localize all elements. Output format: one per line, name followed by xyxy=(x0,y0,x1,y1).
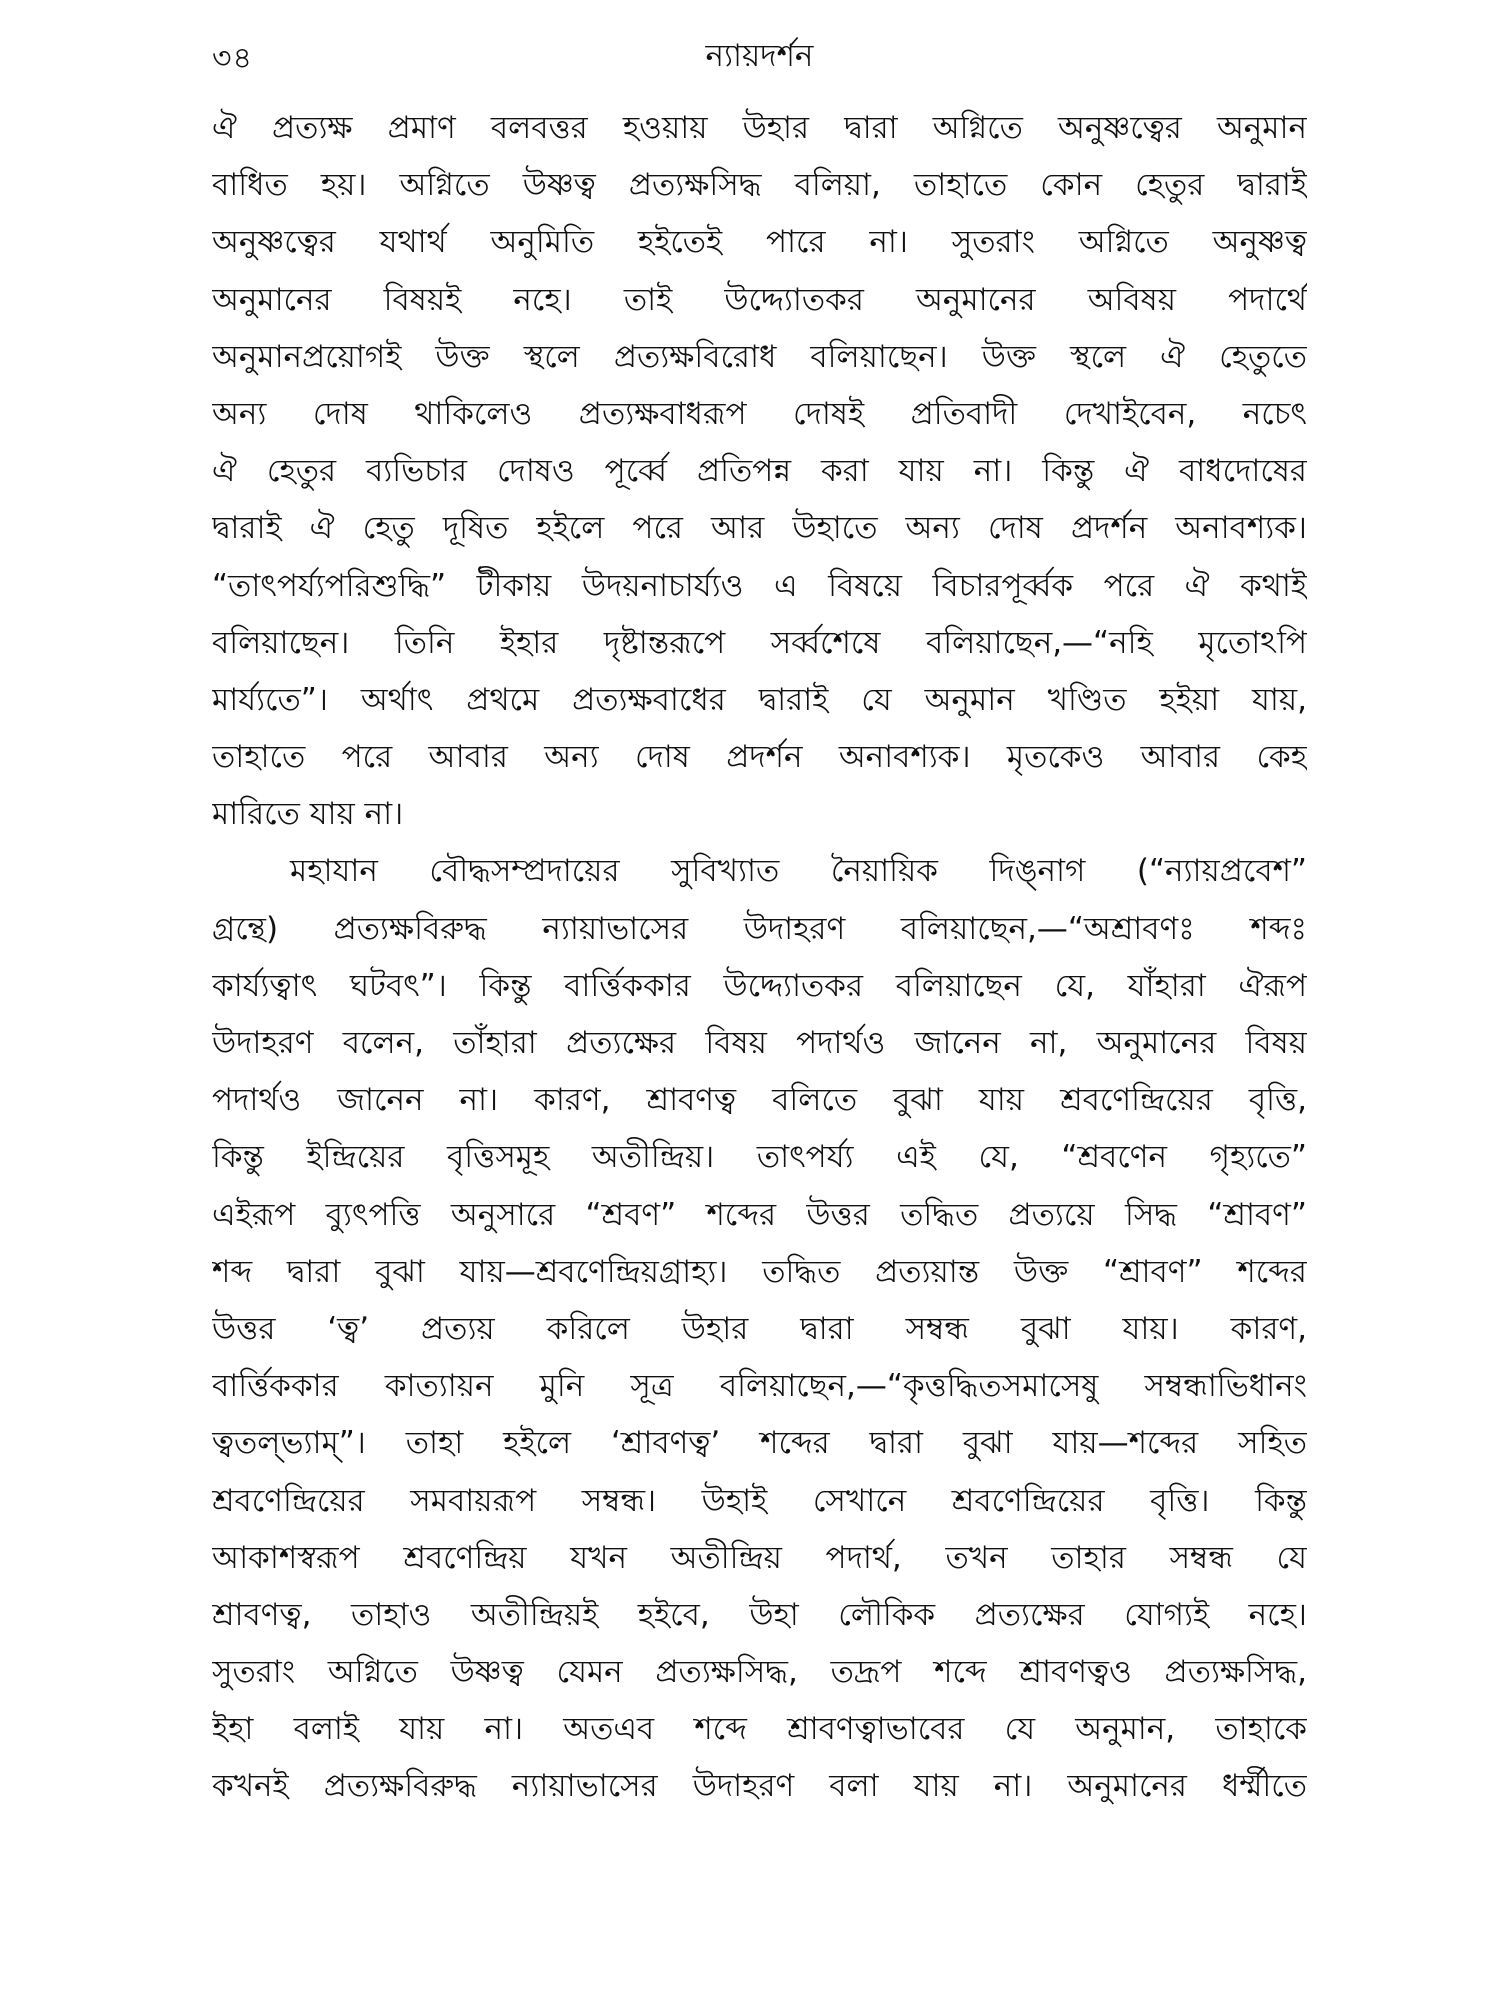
text-line: শ্রবণেন্দ্রিয়ের সমবায়রূপ সম্বন্ধ। উহাই সেখানে শ্রবণেন্দ্রিয়ের বৃত্তি। কিন্তু xyxy=(212,1482,1307,1519)
text-line: অন্য দোষ থাকিলেও প্রত্যক্ষবাধরূপ দোষই প্রতিবাদী দেখাইবেন, নচেৎ xyxy=(212,395,1307,432)
text-line: “তাৎপর্য্যপরিশুদ্ধি” টীকায় উদয়নাচার্য্যও এ বিষয়ে বিচারপূর্ব্বক পরে ঐ কথাই xyxy=(212,567,1307,604)
text-line: উত্তর ‘ত্ব’ প্রত্যয় করিলে উহার দ্বারা সম্বন্ধ বুঝা যায়। কারণ, xyxy=(212,1310,1307,1347)
text-line: দ্বারাই ঐ হেতু দূষিত হইলে পরে আর উহাতে অন্য দোষ প্রদর্শন অনাবশ্যক। xyxy=(212,510,1307,547)
text-line: গ্রন্থে) প্রত্যক্ষবিরুদ্ধ ন্যায়াভাসের উদাহরণ বলিয়াছেন,—“অশ্রাবণঃ শব্দঃ xyxy=(212,910,1307,947)
text-line: অনুমানের বিষয়ই নহে। তাই উদ্দ্যোতকর অনুমানের অবিষয় পদার্থে xyxy=(212,281,1307,318)
text-line: মার্য্যতে”। অর্থাৎ প্রথমে প্রত্যক্ষবাধের দ্বারাই যে অনুমান খণ্ডিত হইয়া যায়, xyxy=(212,681,1307,718)
text-line: কখনই প্রত্যক্ষবিরুদ্ধ ন্যায়াভাসের উদাহরণ বলা যায় না। অনুমানের ধর্ম্মীতে xyxy=(212,1768,1307,1805)
text-line: এইরূপ ব্যুৎপত্তি অনুসারে “শ্রবণ” শব্দের উত্তর তদ্ধিত প্রত্যয়ে সিদ্ধ “শ্রাবণ” xyxy=(212,1196,1307,1233)
text-line: বার্ত্তিককার কাত্যায়ন মুনি সূত্র বলিয়াছেন,—“কৃত্তদ্ধিতসমাসেষু সম্বন্ধাভিধানং xyxy=(212,1368,1307,1405)
text-line: উদাহরণ বলেন, তাঁহারা প্রত্যক্ষের বিষয় পদার্থও জানেন না, অনুমানের বিষয় xyxy=(212,1025,1307,1061)
paragraph-2 xyxy=(212,843,1307,1815)
text-line: অনুষ্ণত্বের যথার্থ অনুমিতি হইতেই পারে না। সুতরাং অগ্নিতে অনুষ্ণত্ব xyxy=(212,224,1307,261)
body-text xyxy=(212,100,1307,1816)
text-line: ঐ প্রত্যক্ষ প্রমাণ বলবত্তর হওয়ায় উহার দ্বারা অগ্নিতে অনুষ্ণত্বের অনুমান xyxy=(212,110,1307,146)
paragraph-1 xyxy=(212,100,1307,843)
text-line: কার্য্যত্বাৎ ঘটবৎ”। কিন্তু বার্ত্তিককার উদ্দ্যোতকর বলিয়াছেন যে, যাঁহারা ঐরূপ xyxy=(212,967,1307,1004)
text-line: তাহাতে পরে আবার অন্য দোষ প্রদর্শন অনাবশ্যক। মৃতকেও আবার কেহ xyxy=(212,739,1307,776)
text-line: আকাশস্বরূপ শ্রবণেন্দ্রিয় যখন অতীন্দ্রিয় পদার্থ, তখন তাহার সম্বন্ধ যে xyxy=(212,1539,1307,1576)
page-header xyxy=(212,28,1307,88)
page-number: ৩৪ xyxy=(212,41,253,76)
text-line: বলিয়াছেন। তিনি ইহার দৃষ্টান্তরূপে সর্ব্বশেষে বলিয়াছেন,—“নহি মৃতোঽপি xyxy=(212,624,1307,661)
running-title: ন্যায়দর্শন xyxy=(705,38,814,74)
text-line: পদার্থও জানেন না। কারণ, শ্রাবণত্ব বলিতে বুঝা যায় শ্রবণেন্দ্রিয়ের বৃত্তি, xyxy=(212,1082,1307,1119)
text-line: ইহা বলাই যায় না। অতএব শব্দে শ্রাবণত্বাভাবের যে অনুমান, তাহাকে xyxy=(212,1711,1307,1748)
text-line: শব্দ দ্বারা বুঝা যায়—শ্রবণেন্দ্রিয়গ্রাহ্য। তদ্ধিত প্রত্যয়ান্ত উক্ত “শ্রাবণ” শব্দের xyxy=(212,1253,1307,1290)
text-line: ঐ হেতুর ব্যভিচার দোষও পূর্ব্বে প্রতিপন্ন করা যায় না। কিন্তু ঐ বাধদোষের xyxy=(212,453,1307,490)
text-line: মহাযান বৌদ্ধসম্প্রদায়ের সুবিখ্যাত নৈয়ায়িক দিঙ্‌নাগ (“ন্যায়প্রবেশ” xyxy=(290,853,1307,890)
text-line: সুতরাং অগ্নিতে উষ্ণত্ব যেমন প্রত্যক্ষসিদ্ধ, তদ্রূপ শব্দে শ্রাবণত্বও প্রত্যক্ষসিদ্ধ, xyxy=(212,1654,1307,1691)
text-line: ত্বতল্‌ভ্যাম্‌”। তাহা হইলে ‘শ্রাবণত্ব’ শব্দের দ্বারা বুঝা যায়—শব্দের সহিত xyxy=(212,1425,1307,1462)
text-line: মারিতে যায় না। xyxy=(212,796,404,833)
text-line: শ্রাবণত্ব, তাহাও অতীন্দ্রিয়ই হইবে, উহা লৌকিক প্রত্যক্ষের যোগ্যই নহে। xyxy=(212,1596,1307,1633)
text-line: কিন্তু ইন্দ্রিয়ের বৃত্তিসমূহ অতীন্দ্রিয়। তাৎপর্য্য এই যে, “শ্রবণেন গৃহ্যতে” xyxy=(212,1139,1307,1176)
text-line: বাধিত হয়। অগ্নিতে উষ্ণত্ব প্রত্যক্ষসিদ্ধ বলিয়া, তাহাতে কোন হেতুর দ্বারাই xyxy=(212,167,1307,204)
text-line: অনুমানপ্রয়োগই উক্ত স্থলে প্রত্যক্ষবিরোধ বলিয়াছেন। উক্ত স্থলে ঐ হেতুতে xyxy=(212,338,1307,375)
